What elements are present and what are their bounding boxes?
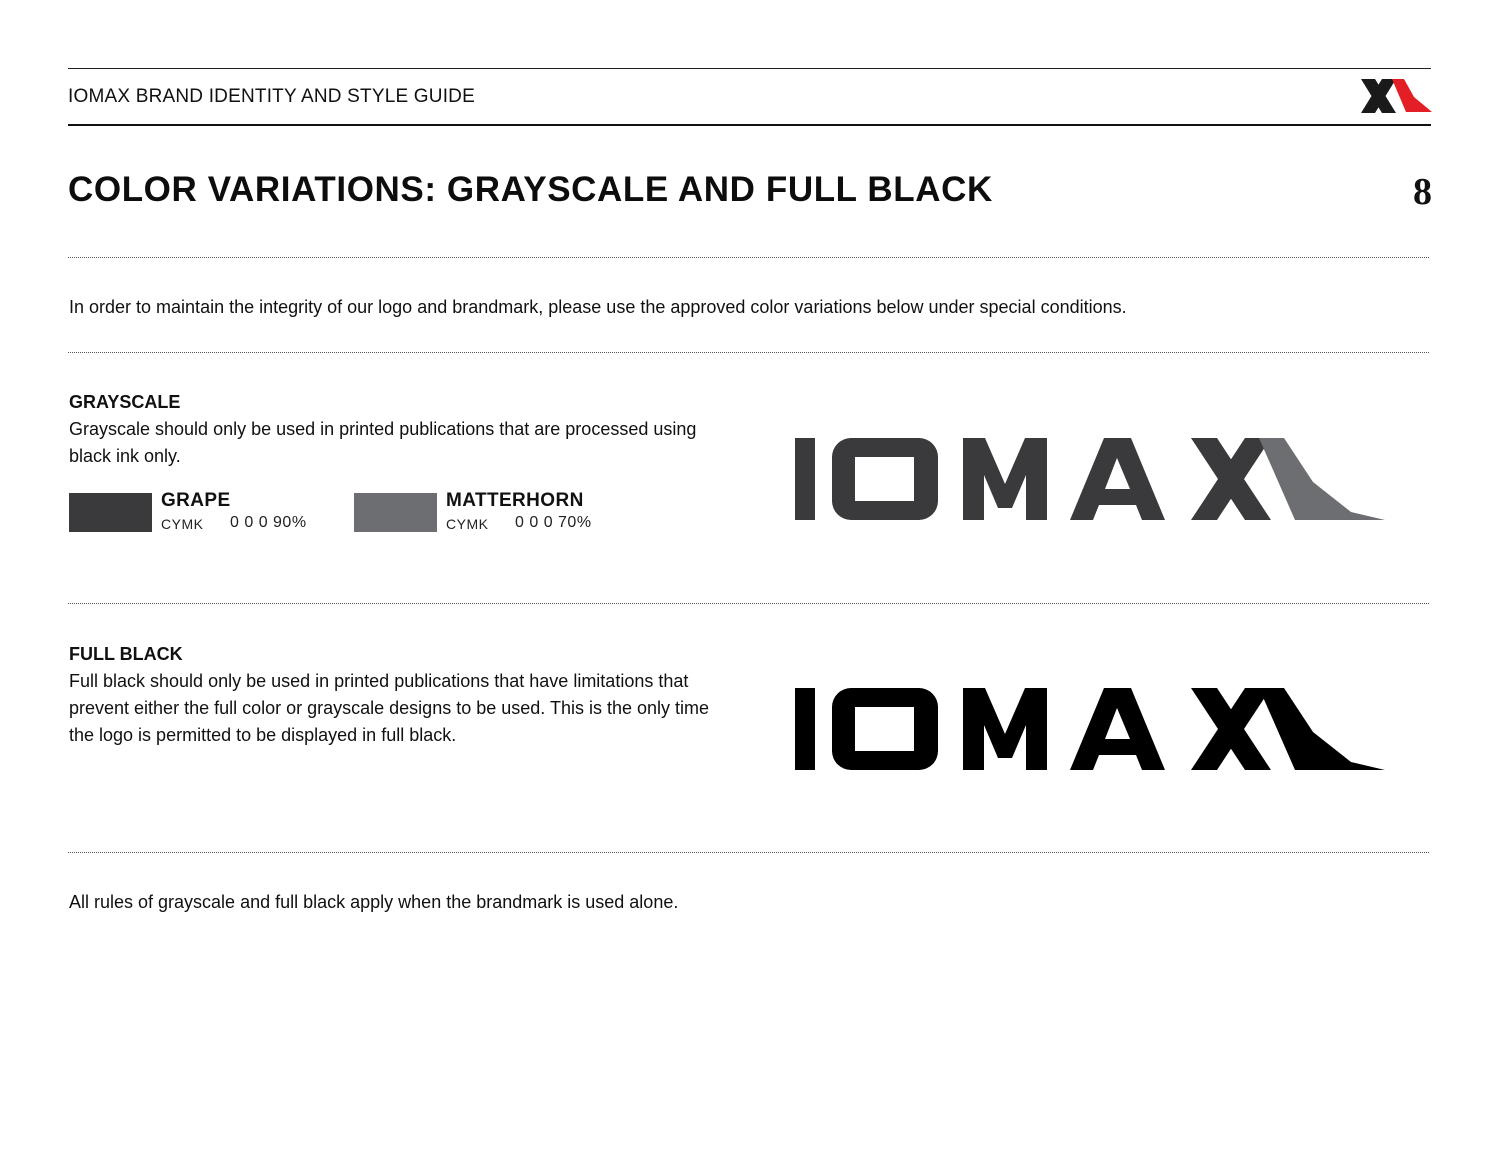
document-title: IOMAX BRAND IDENTITY AND STYLE GUIDE (68, 86, 475, 107)
swatch-color-chip (69, 493, 152, 532)
intro-text: In order to maintain the integrity of our logo and brandmark, please use the approved color variations below under special conditions. (69, 297, 1127, 317)
iomax-logo-full-black (795, 688, 1385, 770)
brandmark-swoosh (1392, 79, 1432, 112)
header-bottom-rule (68, 124, 1431, 126)
full-black-heading: FULL BLACK (69, 644, 183, 664)
grayscale-heading: GRAYSCALE (69, 392, 181, 412)
page-number: 8 (1413, 171, 1432, 213)
iomax-logo-grayscale (795, 438, 1385, 520)
header-top-rule (68, 68, 1431, 69)
swatch-name: GRAPE (161, 490, 231, 511)
swatch-values: 0 0 0 70% (515, 514, 592, 531)
divider (68, 257, 1429, 258)
footer-note: All rules of grayscale and full black apply when the brandmark is used alone. (69, 892, 679, 912)
divider (68, 352, 1429, 353)
swatch-matterhorn (354, 490, 624, 534)
swatch-color-model: CYMK (446, 516, 489, 532)
page-title: COLOR VARIATIONS: GRAYSCALE AND FULL BLACK (68, 170, 993, 209)
swatch-name: MATTERHORN (446, 490, 584, 511)
grayscale-description: Grayscale should only be used in printed publications that are processed using black ink only. (69, 419, 697, 466)
divider (68, 852, 1429, 853)
divider (68, 603, 1429, 604)
swatch-color-chip (354, 493, 437, 532)
brandmark-icon (1358, 78, 1432, 114)
full-black-description: Full black should only be used in printed publications that have limitations that prevent either the full color or grayscale designs to be used. This is the only time the logo is permitted to be displayed in full black. (69, 671, 710, 745)
swatch-values: 0 0 0 90% (230, 514, 307, 531)
swatch-color-model: CYMK (161, 516, 204, 532)
swatch-grape (69, 490, 329, 534)
